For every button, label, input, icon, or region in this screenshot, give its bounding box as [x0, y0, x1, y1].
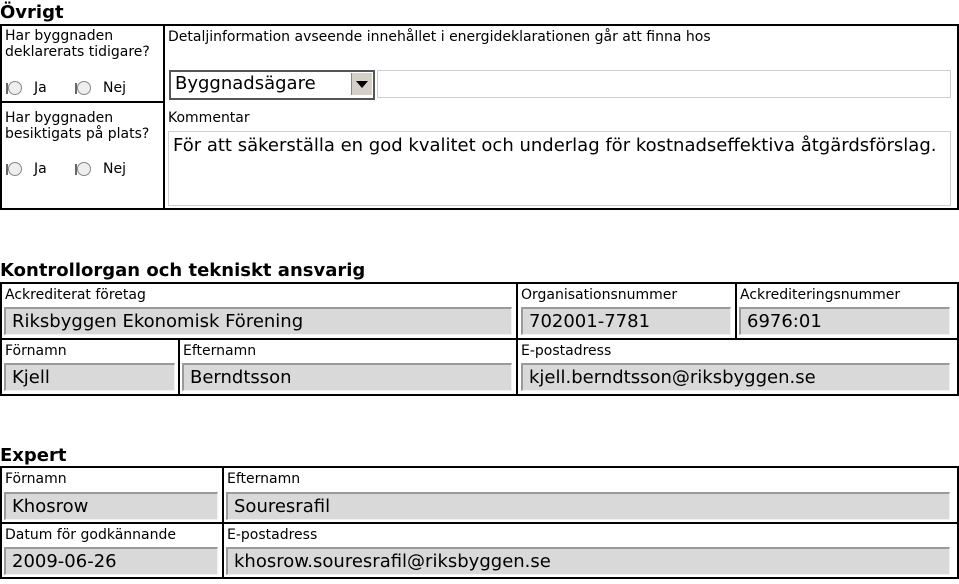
company-label: Ackrediterat företag: [5, 287, 146, 303]
comment-textarea[interactable]: [168, 131, 951, 206]
approval-date-field[interactable]: 2009-06-26: [4, 547, 218, 575]
comment-text: För att säkerställa en god kvalitet och underlag för kostnadseffektiva åtgärdsförslag.: [173, 135, 937, 156]
lastname-label: Efternamn: [183, 343, 257, 359]
radio-declared-no[interactable]: [77, 80, 126, 96]
radio-circle-icon: [8, 162, 22, 176]
expert-lastname-field[interactable]: Souresrafil: [226, 492, 950, 520]
radio-circle-icon: [77, 81, 91, 95]
lastname-field[interactable]: Berndtsson: [182, 363, 512, 391]
chevron-down-icon[interactable]: [351, 73, 372, 95]
expert-lastname-label: Efternamn: [227, 471, 301, 487]
firstname-field[interactable]: Kjell: [4, 363, 175, 391]
expert-firstname-label: Förnamn: [5, 471, 67, 487]
section-title-kontrollorgan: Kontrollorgan och tekniskt ansvarig: [0, 260, 366, 281]
approval-date-label: Datum för godkännande: [5, 527, 176, 543]
email-field[interactable]: kjell.berndtsson@riksbyggen.se: [521, 363, 950, 391]
firstname-label: Förnamn: [5, 343, 67, 359]
orgnr-field[interactable]: 702001-7781: [521, 307, 731, 335]
radio-inspected-no[interactable]: [77, 161, 126, 177]
question-inspected-on-site: Har byggnaden besiktigats på plats?: [5, 110, 150, 142]
section-title-ovrigt: Övrigt: [0, 2, 64, 23]
detail-info-select-value: Byggnadsägare: [175, 73, 316, 94]
ackrnr-field[interactable]: 6976:01: [739, 307, 950, 335]
detail-info-label: Detaljinformation avseende innehållet i energideklarationen går att finna hos: [168, 29, 711, 45]
radio-label: Nej: [103, 80, 126, 96]
question-declared-before: Har byggnaden deklarerats tidigare?: [5, 28, 150, 60]
comment-label: Kommentar: [168, 110, 250, 126]
detail-info-extra-field[interactable]: [377, 70, 951, 98]
expert-firstname-field[interactable]: Khosrow: [4, 492, 218, 520]
ackrnr-label: Ackrediteringsnummer: [740, 287, 901, 303]
detail-info-select[interactable]: [169, 70, 375, 100]
email-label: E-postadress: [521, 343, 612, 359]
radio-label: Ja: [34, 80, 47, 96]
radio-circle-icon: [77, 162, 91, 176]
radio-inspected-yes[interactable]: [8, 161, 47, 177]
radio-label: Nej: [103, 161, 126, 177]
radio-circle-icon: [8, 81, 22, 95]
radio-declared-yes[interactable]: [8, 80, 47, 96]
orgnr-label: Organisationsnummer: [521, 287, 678, 303]
expert-email-field[interactable]: khosrow.souresrafil@riksbyggen.se: [226, 547, 950, 575]
expert-email-label: E-postadress: [227, 527, 318, 543]
company-field[interactable]: Riksbyggen Ekonomisk Förening: [4, 307, 512, 335]
section-title-expert: Expert: [0, 445, 67, 466]
radio-label: Ja: [34, 161, 47, 177]
